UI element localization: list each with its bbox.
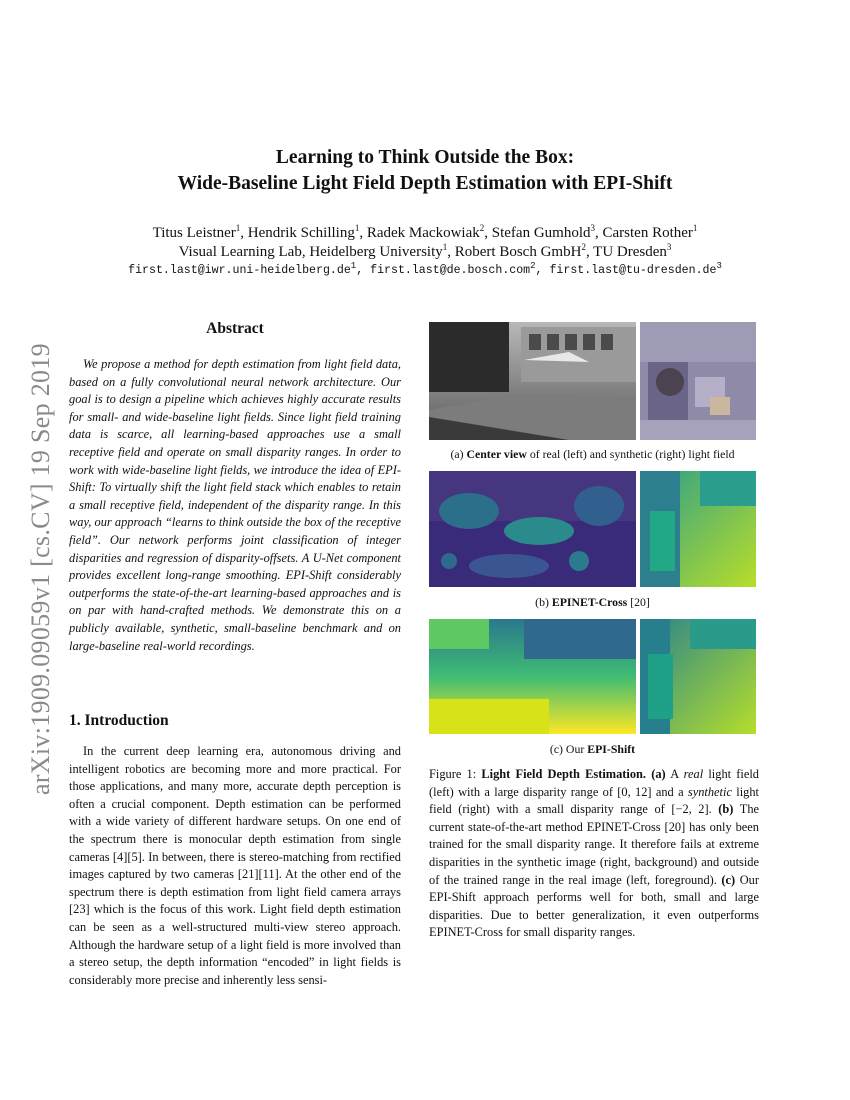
figure-synthetic-epi-shift-depth-map xyxy=(640,619,756,734)
subcaption-a-rest: of real (left) and synthetic (right) light field xyxy=(526,447,735,461)
author-name: Stefan Gumhold xyxy=(491,225,591,241)
email-list: $first.last@iwr.uni-heidelberg.de^1$, first.last@de.bosch.com$^2$, $first.last@tu-dresden.de^3$ xyxy=(128,261,722,277)
figure-caption xyxy=(429,766,759,942)
affiliation-mark: 2 xyxy=(581,242,586,252)
figure-title: Light Field Depth Estimation. xyxy=(481,767,647,781)
arxiv-stamp-text: arXiv:1909.09059v1 [cs.CV] 19 Sep 2019 xyxy=(26,343,55,795)
affiliation-name: Robert Bosch GmbH xyxy=(454,244,582,260)
subcaption-a-bold: Center view xyxy=(466,447,527,461)
subcaption-b xyxy=(429,595,756,610)
author-affil-mark: 3 xyxy=(590,223,595,233)
paper-title-line-2: Wide-Baseline Light Field Depth Estimation with EPI-Shift xyxy=(177,173,673,194)
affiliation-mark: 1 xyxy=(442,242,448,252)
subcaption-c-prefix: (c) Our xyxy=(549,742,588,756)
affiliation-name: Visual Learning Lab, Heidelberg University xyxy=(178,244,443,260)
email-mark: 2 xyxy=(530,261,536,272)
author-affil-mark: 1 xyxy=(235,223,241,233)
caption-synthetic: synthetic xyxy=(687,784,732,799)
affiliation-mark: 3 xyxy=(666,242,672,252)
figure-synthetic-center-view-image xyxy=(640,322,756,440)
arxiv-stamp xyxy=(22,295,62,795)
author-name: Titus Leistner xyxy=(152,225,236,241)
email-address: first.last@tu-dresden.de xyxy=(549,264,717,277)
paper-title-line-1: Learning to Think Outside the Box: xyxy=(275,147,575,168)
figure-real-center-view-image xyxy=(429,322,636,440)
subcaption-b-bold: EPINET-Cross xyxy=(551,595,628,609)
email-mark: 3 xyxy=(716,261,722,272)
subcaption-a xyxy=(429,447,756,462)
subcaption-c xyxy=(429,742,756,757)
author-affil-mark: 1 xyxy=(692,223,698,233)
caption-part-a-2: light field (left) with a large disparity range of [0, 12] and a xyxy=(429,767,759,799)
introduction-body: In the current deep learning era, autonomous driving and intelligent robotics are becoming more and more practical. For those applications, and many more, accurate depth perception is often a crucial component. Depth estimation can be performed with a wide variety of different hardware setups. On one end of the spectrum there is monocular depth estimation from single cameras [4][5]. In between, there is stereo-matching from rectified images captured by two cameras [21][11]. At the other end of the spectrum there is depth estimation from light field camera arrays [23] which is the focus of this work. Light field depth estimation can be seen as a well-structured multi-view stereo approach. Although the hardware setup of a light field is more involved than a stereo setup, the depth information “encoded” in light fields is considerably more precise and inherently less sensi- xyxy=(69,744,401,987)
author-name: Hendrik Schilling xyxy=(247,225,355,241)
author-affil-mark: 1 xyxy=(354,223,360,233)
email-address: first.last@de.bosch.com xyxy=(370,264,531,277)
figure-real-epi-shift-depth-map xyxy=(429,619,636,734)
caption-real: real xyxy=(683,767,704,781)
caption-part-a-1: A xyxy=(665,767,684,781)
caption-part-c-tag: (c) xyxy=(721,872,736,887)
author-affil-mark: 2 xyxy=(479,223,485,233)
caption-part-c: Our EPI-Shift approach performs well for both, small and large disparities. Due to better generalization, it even outperforms EPINET-Cross for small disparity ranges. xyxy=(429,872,759,940)
subcaption-b-prefix: (b) xyxy=(535,595,552,609)
author-name: Radek Mackowiak xyxy=(366,225,480,241)
abstract-heading: Abstract xyxy=(206,320,264,337)
affiliation-name: TU Dresden xyxy=(593,244,667,260)
caption-part-a-3: light field (right) with a small disparity range of [−2, 2]. xyxy=(429,784,759,817)
author-list: Titus Leistner$^1$, Hendrik Schilling$^1$, Radek Mackowiak$^2$, Stefan Gumhold$^3$, Carsten Rother$^1$ xyxy=(152,223,698,241)
figure-real-epinet-depth-map xyxy=(429,471,636,587)
subcaption-a-prefix: (a) xyxy=(450,447,467,461)
email-address: first.last@iwr.uni-heidelberg.de xyxy=(128,264,351,277)
figure-synthetic-epinet-depth-map xyxy=(640,471,756,587)
caption-part-a-tag: (a) xyxy=(651,767,666,781)
affiliation-list: Visual Learning Lab, Heidelberg University$^1$, Robert Bosch GmbH$^2$, TU Dresden$^3$ xyxy=(178,242,672,260)
section-heading-introduction: 1. Introduction xyxy=(69,712,169,729)
author-name: Carsten Rother xyxy=(602,225,693,241)
caption-part-b: The current state-of-the-art method EPINET-Cross [20] has only been trained for the small disparity range. It therefore fails at extreme disparities in the synthetic image (right, background) and outside of the trained range in the real image (left, foreground). xyxy=(429,802,760,887)
email-mark: 1 xyxy=(350,261,357,272)
subcaption-c-bold: EPI-Shift xyxy=(587,742,636,756)
figure-label: Figure 1: xyxy=(429,767,482,781)
abstract-body: We propose a method for depth estimation from light field data, based on a fully convolutional neural network architecture. Our goal is to design a pipeline which achieves highly accurate results for small- and wide-baseline light fields. Since light field training data is scarce, all learning-based approaches use a small receptive field and operate on small disparity ranges. In order to work with wide-baseline light fields, we introduce the idea of EPI-Shift: To virtually shift the light field stack which enables to retain a small receptive field, independent of the disparity range. In this way, our approach “learns to think outside the box of the receptive field”. Our network performs joint classification of integer disparities and regression of disparity-offsets. A U-Net component provides excellent long-range smoothing. EPI-Shift considerably outperforms the state-of-the-art learning-based approaches and is on par with hand-crafted methods. We demonstrate this on a publicly available, synthetic, small-baseline benchmark and on large-baseline real-world recordings. xyxy=(69,357,401,653)
subcaption-b-rest: [20] xyxy=(627,595,650,609)
caption-part-b-tag: (b) xyxy=(718,802,734,817)
